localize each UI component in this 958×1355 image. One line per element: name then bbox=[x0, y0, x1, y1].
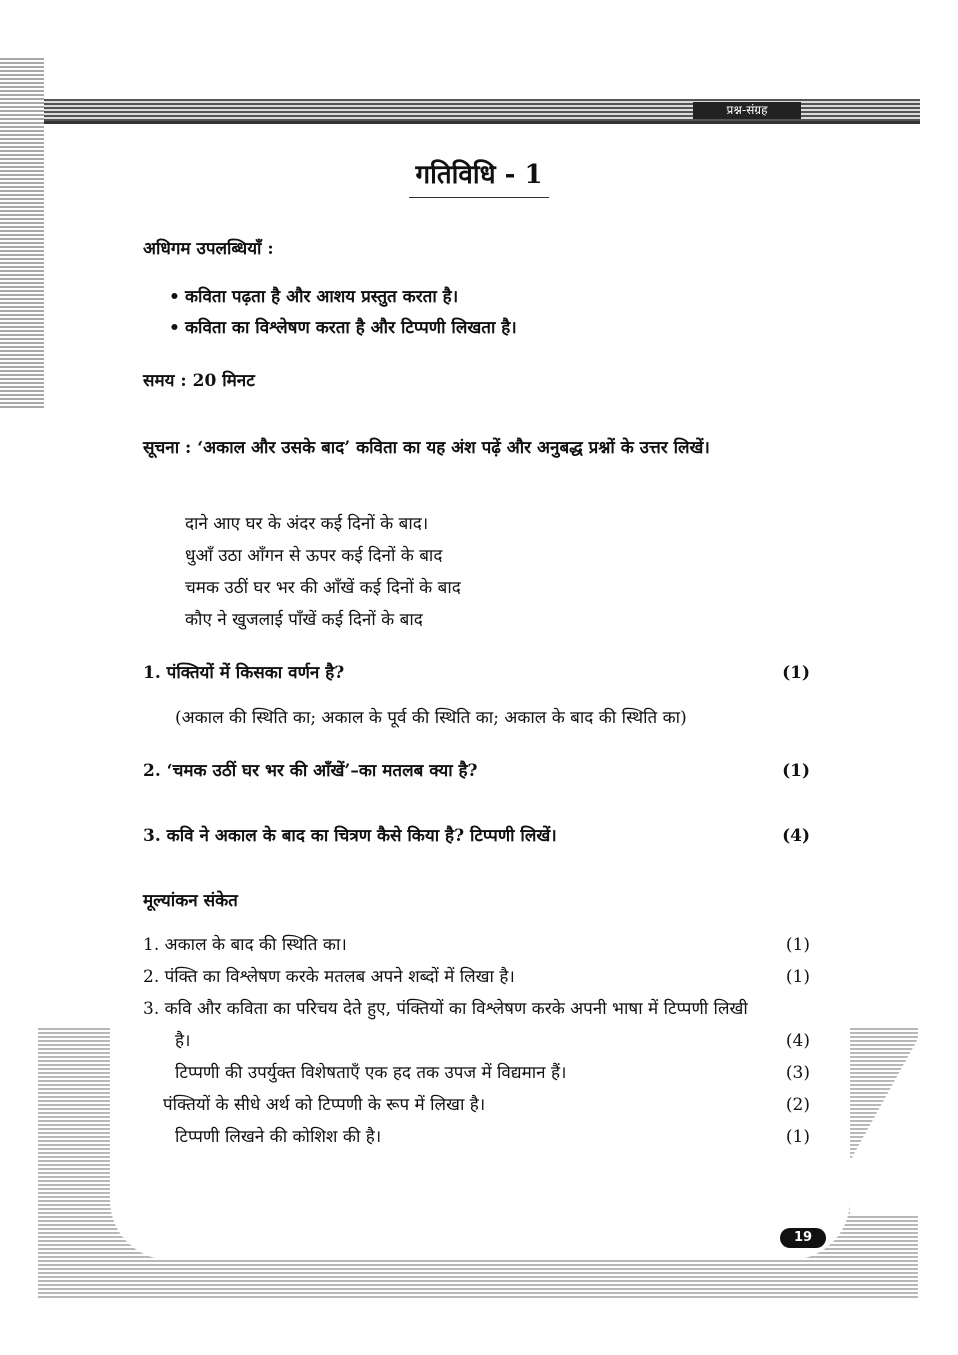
header-divider bbox=[44, 121, 920, 124]
question-1-mark: (1) bbox=[782, 663, 810, 683]
time-info: समय : 20 मिनट bbox=[143, 371, 255, 391]
poem-line: चमक उठीं घर भर की आँखें कई दिनों के बाद bbox=[185, 578, 461, 598]
question-3-mark: (4) bbox=[782, 826, 810, 846]
outcome-item bbox=[169, 284, 459, 310]
title-underline bbox=[409, 197, 549, 198]
evaluation-item: 2. पंक्ति का विश्लेषण करके मतलब अपने शब्दों में लिखा है। bbox=[143, 967, 515, 987]
question-3: 3. कवि ने अकाल के बाद का चित्रण कैसे किया है? टिप्पणी लिखें। bbox=[143, 826, 557, 846]
content-panel-bottom bbox=[110, 980, 850, 1260]
outcome-text: कविता का विश्लेषण करता है और टिप्पणी लिखता है। bbox=[185, 318, 517, 338]
outcomes-heading: अधिगम उपलब्धियाँ : bbox=[143, 239, 274, 259]
evaluation-item: टिप्पणी की उपर्युक्त विशेषताएँ एक हद तक उपज में विद्यमान हैं। bbox=[175, 1063, 567, 1083]
evaluation-mark: (1) bbox=[785, 1127, 810, 1147]
decorative-stripes-top-left bbox=[0, 58, 44, 408]
header-label: प्रश्न-संग्रह bbox=[693, 102, 801, 119]
bullet-icon: • bbox=[169, 287, 180, 307]
poem-line: दाने आए घर के अंदर कई दिनों के बाद। bbox=[185, 514, 429, 534]
page-number: 19 bbox=[780, 1228, 826, 1248]
evaluation-item: टिप्पणी लिखने की कोशिश की है। bbox=[175, 1127, 382, 1147]
evaluation-mark: (2) bbox=[785, 1095, 810, 1115]
evaluation-item: है। bbox=[175, 1031, 191, 1051]
page-title: गतिविधि - 1 bbox=[415, 160, 543, 190]
poem-line: कौए ने खुजलाई पाँखें कई दिनों के बाद bbox=[185, 610, 423, 630]
evaluation-mark: (1) bbox=[785, 967, 810, 987]
outcome-item bbox=[169, 315, 517, 341]
evaluation-item: 3. कवि और कविता का परिचय देते हुए, पंक्तियों का विश्लेषण करके अपनी भाषा में टिप्पणी लिखी bbox=[143, 999, 748, 1019]
question-2: 2. ‘चमक उठीं घर भर की आँखें’–का मतलब क्या है? bbox=[143, 761, 478, 781]
question-2-mark: (1) bbox=[782, 761, 810, 781]
notice-text: सूचना : ‘अकाल और उसके बाद’ कविता का यह अंश पढ़ें और अनुबद्ध प्रश्नों के उत्तर लिखें। bbox=[143, 438, 710, 458]
evaluation-item: 1. अकाल के बाद की स्थिति का। bbox=[143, 935, 347, 955]
bullet-icon: • bbox=[169, 318, 180, 338]
evaluation-heading: मूल्यांकन संकेत bbox=[143, 891, 238, 911]
evaluation-mark: (1) bbox=[785, 935, 810, 955]
evaluation-item: पंक्तियों के सीधे अर्थ को टिप्पणी के रूप में लिखा है। bbox=[163, 1095, 486, 1115]
question-1-options: (अकाल की स्थिति का; अकाल के पूर्व की स्थिति का; अकाल के बाद की स्थिति का) bbox=[175, 708, 687, 728]
evaluation-mark: (4) bbox=[785, 1031, 810, 1051]
outcome-text: कविता पढ़ता है और आशय प्रस्तुत करता है। bbox=[185, 287, 459, 307]
poem-line: धुआँ उठा आँगन से ऊपर कई दिनों के बाद bbox=[185, 546, 443, 566]
evaluation-mark: (3) bbox=[785, 1063, 810, 1083]
question-1: 1. पंक्तियों में किसका वर्णन है? bbox=[143, 663, 345, 683]
